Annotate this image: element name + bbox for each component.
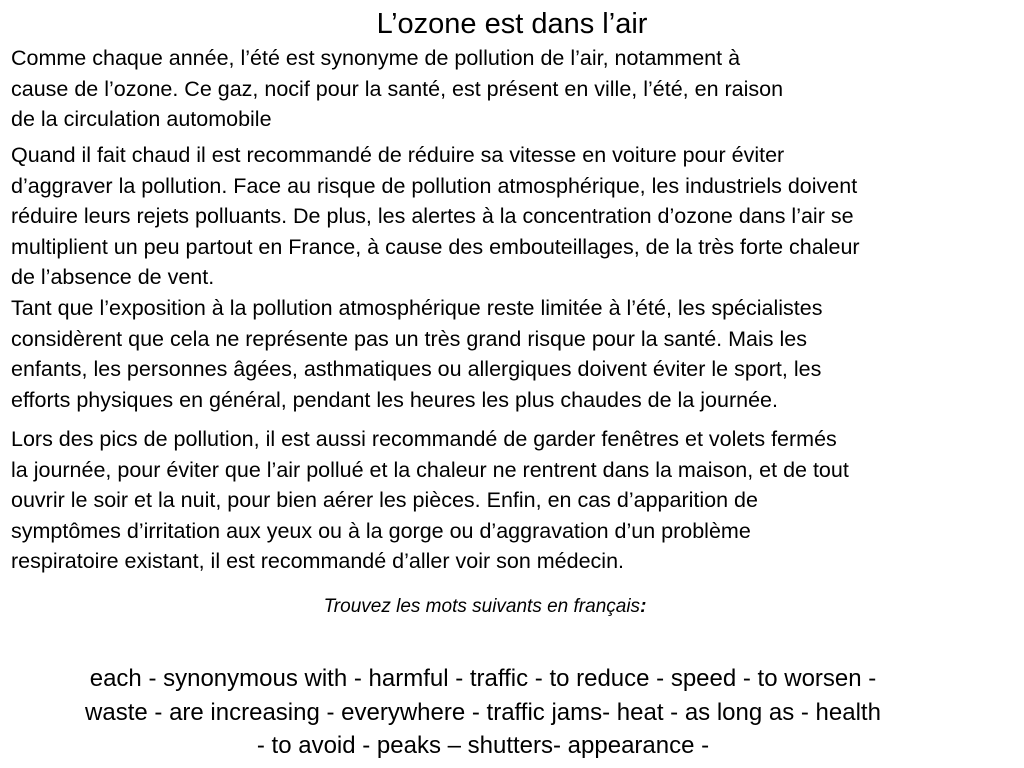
text-line: symptômes d’irritation aux yeux ou à la gorge ou d’aggravation d’un problème	[11, 518, 751, 543]
text-line: Tant que l’exposition à la pollution atmosphérique reste limitée à l’été, les spécialistes	[11, 296, 823, 320]
text-line: Comme chaque année, l’été est synonyme de pollution de l’air, notamment à	[11, 46, 741, 70]
paragraph-intro	[11, 43, 783, 135]
text-line: la journée, pour éviter que l’air pollué et la chaleur ne rentrent dans la maison, et de tout	[11, 457, 849, 482]
text-line: de l’absence de vent.	[11, 265, 215, 289]
text-line: cause de l’ozone. Ce gaz, nocif pour la santé, est présent en ville, l’été, en raison	[11, 76, 784, 101]
text-line: d’aggraver la pollution. Face au risque de pollution atmosphérique, les industriels doivent	[11, 173, 858, 198]
vocabulary-line: - to avoid - peaks – shutters- appearance -	[256, 732, 710, 759]
text-line: réduire leurs rejets polluants. De plus, les alertes à la concentration d’ozone dans l’air se	[11, 204, 854, 228]
text-line: enfants, les personnes âgées, asthmatiques ou allergiques doivent éviter le sport, les	[11, 357, 822, 381]
text-line: de la circulation automobile	[11, 107, 272, 131]
paragraph-heat-advice	[11, 140, 860, 293]
text-line: considèrent que cela ne représente pas un très grand risque pour la santé. Mais les	[11, 326, 807, 351]
instruction-colon: :	[640, 596, 647, 617]
text-line: efforts physiques en général, pendant les heures les plus chaudes de la journée.	[11, 387, 778, 412]
vocabulary-list	[0, 662, 966, 763]
page-title: L’ozone est dans l’air	[376, 8, 648, 40]
text-line: ouvrir le soir et la nuit, pour bien aérer les pièces. Enfin, en cas d’apparition de	[11, 488, 758, 512]
paragraph-pollution-peaks	[11, 424, 849, 577]
exercise-instruction	[0, 594, 970, 620]
text-line: Lors des pics de pollution, il est aussi recommandé de garder fenêtres et volets fermés	[11, 427, 837, 451]
text-line: multiplient un peu partout en France, à cause des embouteillages, de la très forte chaleur	[11, 234, 860, 259]
vocabulary-line: waste - are increasing - everywhere - traffic jams- heat - as long as - health	[85, 698, 881, 726]
text-line: respiratoire existant, il est recommandé d’aller voir son médecin.	[11, 549, 625, 573]
paragraph-health-risk	[11, 293, 822, 415]
text-line: Quand il fait chaud il est recommandé de réduire sa vitesse en voiture pour éviter	[11, 143, 785, 167]
instruction-text: Trouvez les mots suivants en français	[323, 596, 641, 617]
vocabulary-line: each - synonymous with - harmful - traffic - to reduce - speed - to worsen -	[89, 665, 877, 692]
